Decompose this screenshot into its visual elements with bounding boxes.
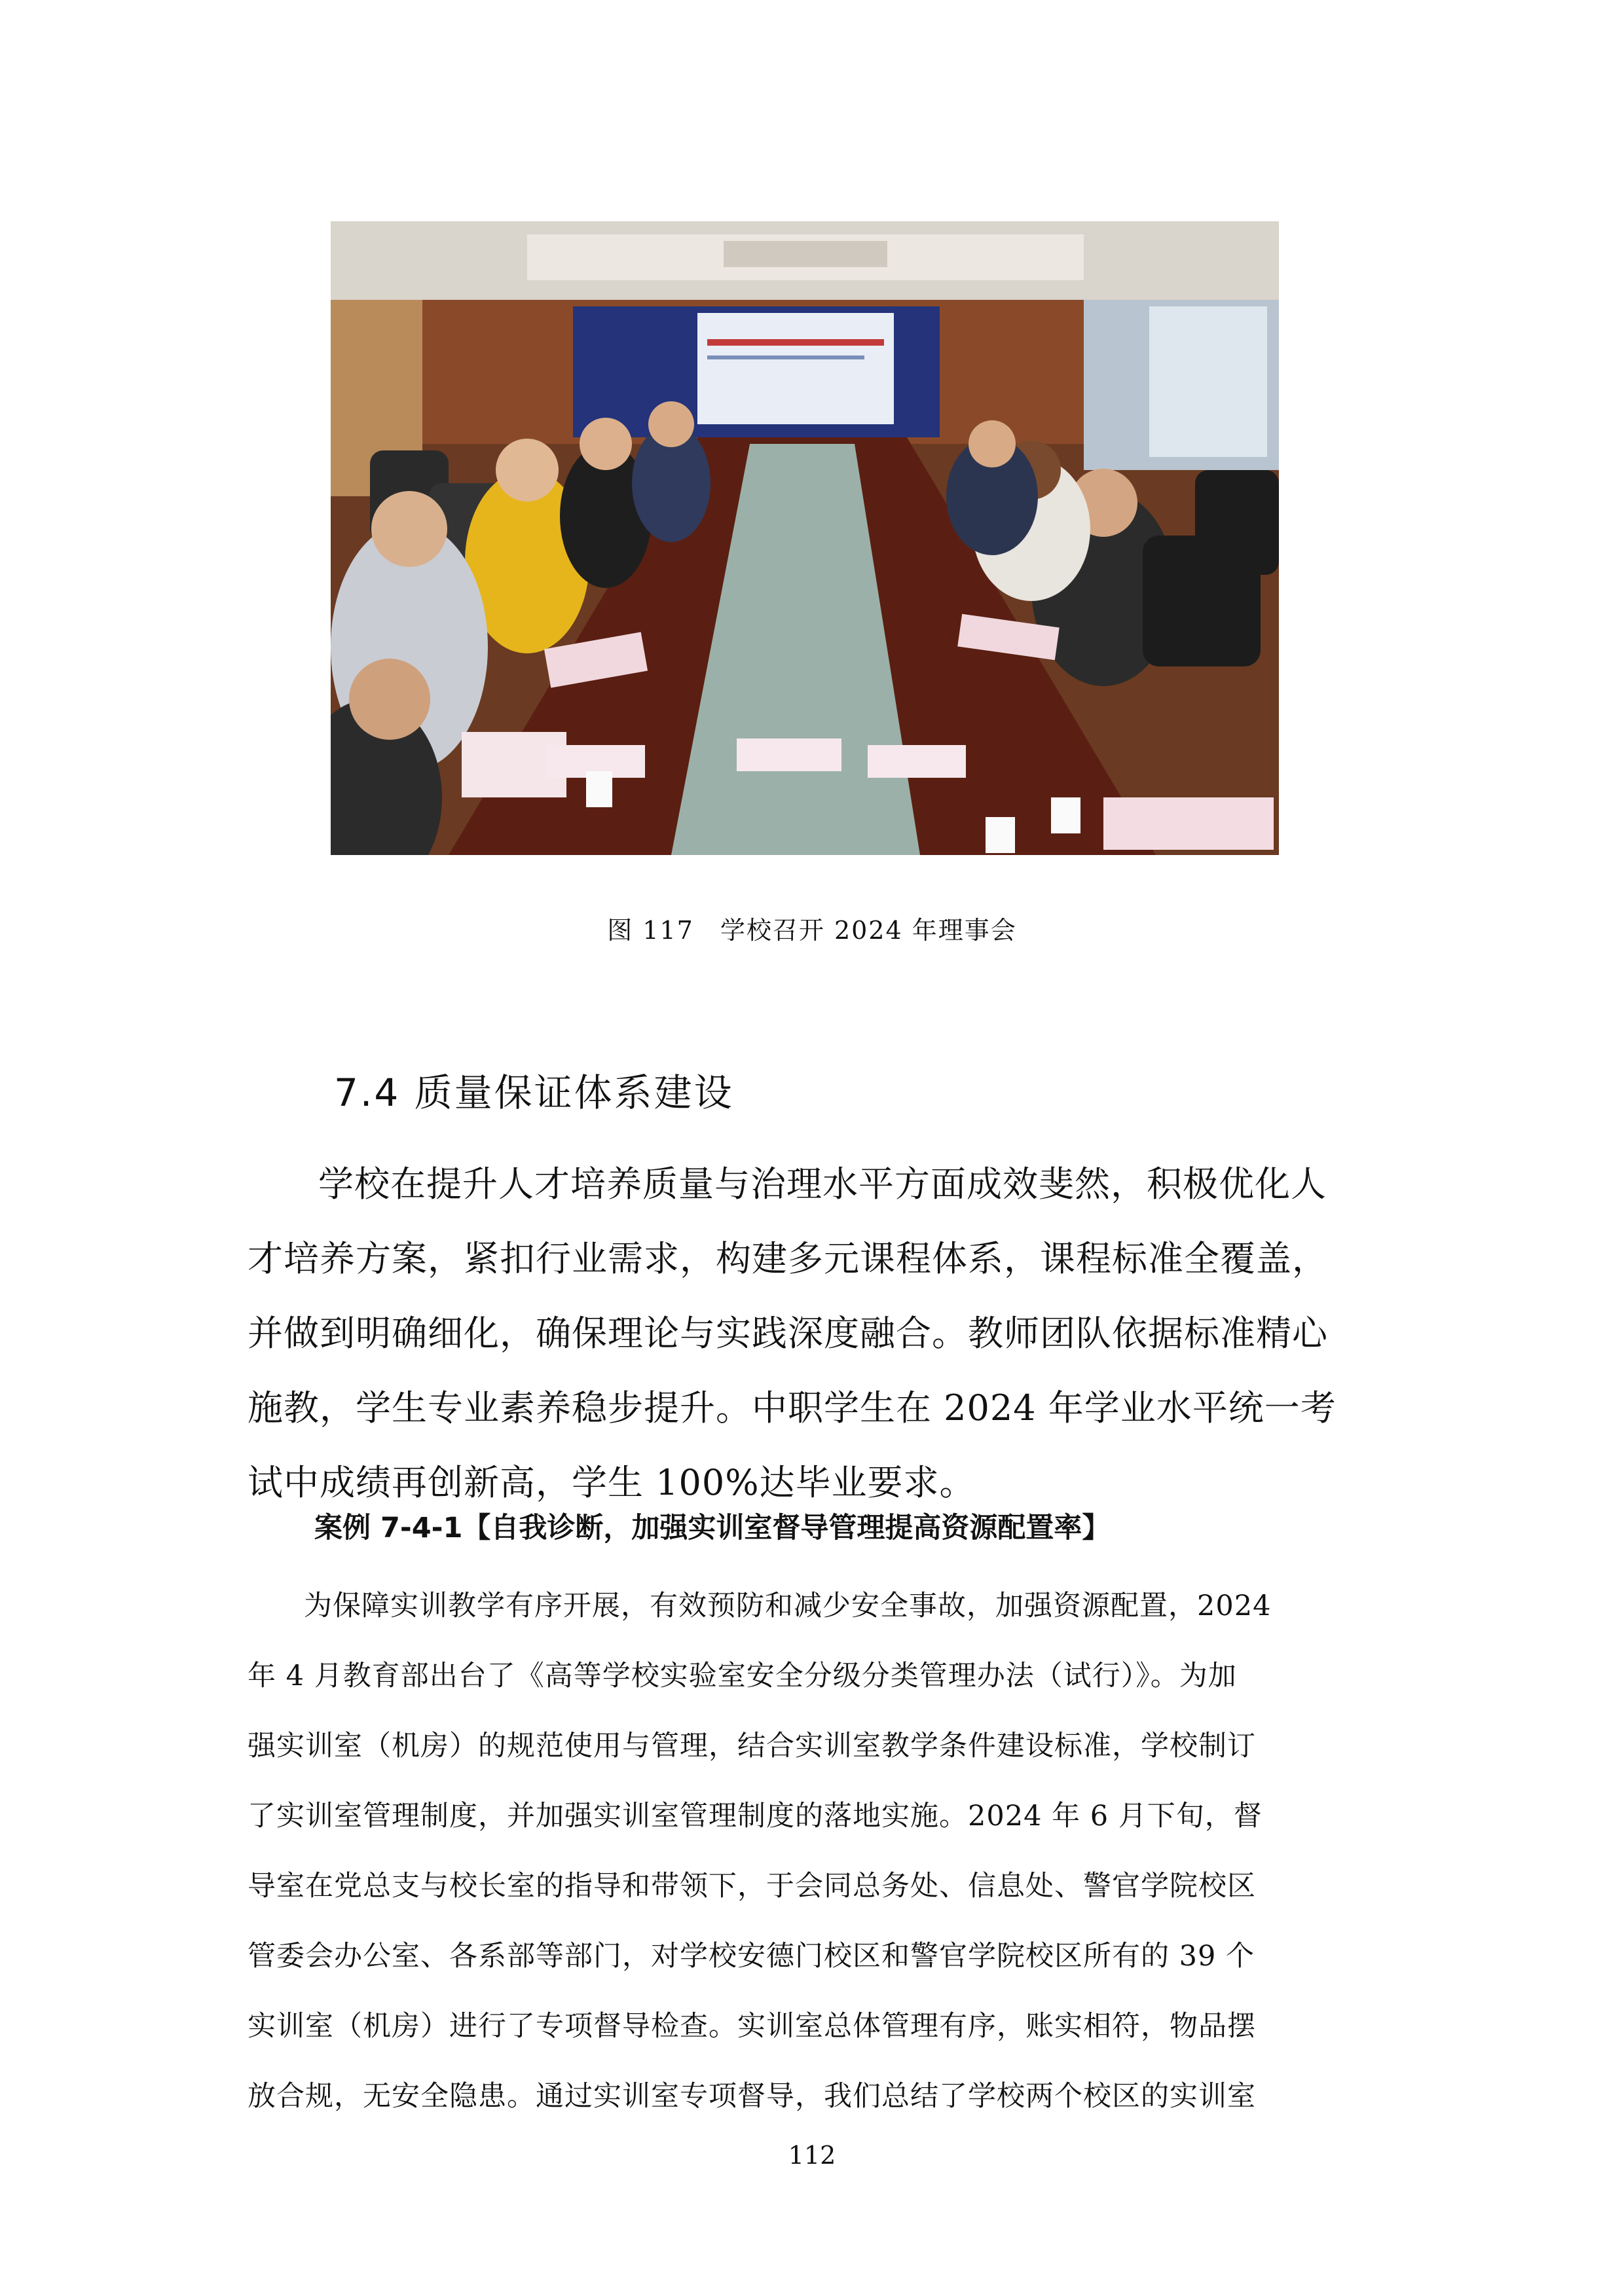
section-paragraph bbox=[248, 1147, 1380, 1520]
figure-caption bbox=[0, 910, 1624, 946]
paragraph-line: 放合规，无安全隐患。通过实训室专项督导，我们总结了学校两个校区的实训室 bbox=[248, 2080, 1256, 2113]
figure-caption-text: 学校召开 2024 年理事会 bbox=[720, 916, 1017, 945]
section-title: 7.4 质量保证体系建设 bbox=[334, 1070, 734, 1115]
paragraph-line: 导室在党总支与校长室的指导和带领下，于会同总务处、信息处、警官学院校区 bbox=[248, 1870, 1256, 1903]
paragraph-line: 学校在提升人才培养质量与治理水平方面成效斐然，积极优化人 bbox=[318, 1163, 1327, 1205]
paragraph-line: 管委会办公室、各系部等部门，对学校安德门校区和警官学院校区所有的 39 个 bbox=[248, 1940, 1255, 1973]
paragraph-line: 才培养方案，紧扣行业需求，构建多元课程体系，课程标准全覆盖， bbox=[248, 1238, 1328, 1279]
paragraph-line: 为保障实训教学有序开展，有效预防和减少安全事故，加强资源配置，2024 bbox=[304, 1590, 1272, 1622]
page-number: 112 bbox=[788, 2141, 836, 2170]
paragraph-line: 施教，学生专业素养稳步提升。中职学生在 2024 年学业水平统一考 bbox=[248, 1387, 1337, 1429]
meeting-photo-icon bbox=[331, 221, 1279, 855]
paragraph-line: 年 4 月教育部出台了《高等学校实验室安全分级分类管理办法（试行）》。为加 bbox=[248, 1660, 1237, 1692]
figure-caption-number: 图 117 bbox=[607, 916, 694, 945]
paragraph-line: 强实训室（机房）的规范使用与管理，结合实训室教学条件建设标准，学校制订 bbox=[248, 1730, 1256, 1762]
meeting-photo bbox=[331, 221, 1279, 855]
case-title: 案例 7-4-1【自我诊断，加强实训室督导管理提高资源配置率】 bbox=[314, 1512, 1111, 1544]
case-paragraph bbox=[248, 1571, 1380, 2132]
paragraph-line: 试中成绩再创新高，学生 100%达毕业要求。 bbox=[248, 1462, 976, 1503]
paragraph-line: 了实训室管理制度，并加强实训室管理制度的落地实施。2024 年 6 月下旬，督 bbox=[248, 1800, 1263, 1832]
paragraph-line: 实训室（机房）进行了专项督导检查。实训室总体管理有序，账实相符，物品摆 bbox=[248, 2010, 1256, 2043]
paragraph-line: 并做到明确细化，确保理论与实践深度融合。教师团队依据标准精心 bbox=[248, 1313, 1328, 1354]
